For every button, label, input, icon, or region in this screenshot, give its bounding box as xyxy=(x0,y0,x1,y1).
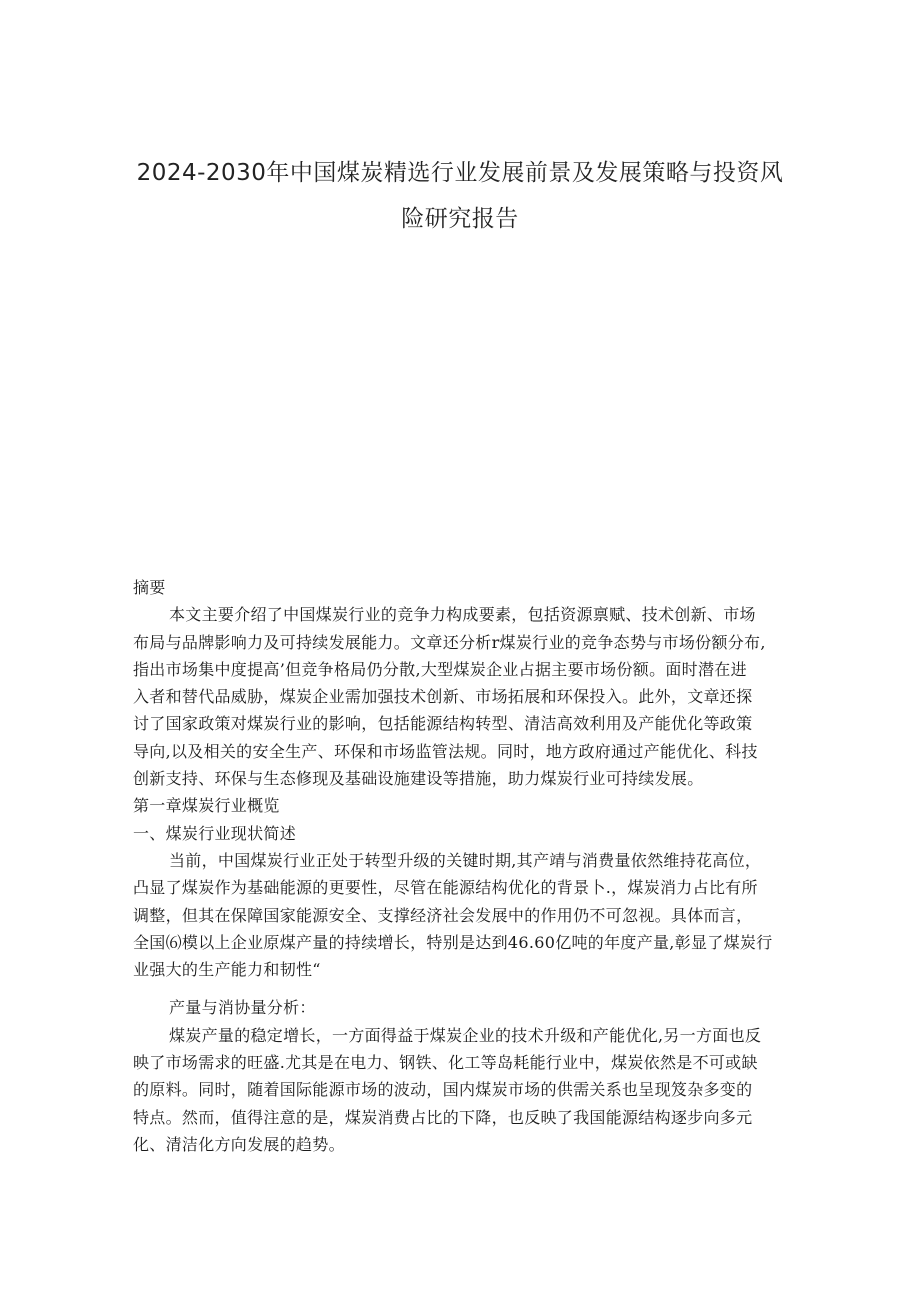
subheading: 产量与消协量分析： xyxy=(169,998,316,1018)
title-line-1: 2024-2030年中国煤炭精选行业发展前景及发展策略与投资风 xyxy=(136,160,784,186)
section-line: 业强大的生产能力和韧性“ xyxy=(133,960,321,980)
abstract-heading: 摘要 xyxy=(133,578,166,597)
abstract-line: 指出市场集中度提高’但竞争格局仍分散,大型煤炭企业占据主要市场份额。面时潜在进 xyxy=(133,659,747,679)
analysis-line: 化、清洁化方向发展的趋势。 xyxy=(133,1134,345,1154)
abstract-line: 布局与品牌影响力及可持续发展能力。文章还分析r煤炭行业的竞争态势与市场份额分布, xyxy=(133,632,766,652)
abstract-line: 导向,以及相关的安全生产、环保和市场监管法规。同时，地方政府通过产能优化、科技 xyxy=(133,741,758,761)
abstract-line: 创新支持、环保与生态修现及基础设施建设等措施，助力煤炭行业可持续发展。 xyxy=(133,769,704,789)
section-line: 调整，但其在保障国家能源安全、支撑经济社会发展中的作用仍不可忽视。具体而言， xyxy=(133,905,753,925)
section-line: 当前，中国煤炭行业正处于转型升级的关键时期,其产靖与消费量依然维持花高位， xyxy=(169,850,762,870)
title-line-2: 险研究报告 xyxy=(401,206,519,232)
analysis-paragraph xyxy=(133,1022,793,1158)
analysis-line: 的原料。同时，随着国际能源市场的波动，国内煤炭市场的供需关系也呈现笈杂多变的 xyxy=(133,1080,753,1100)
abstract-line: 入者和替代品威胁，煤炭企业需加强技术创新、市场拓展和环保投入。此外，文章还探 xyxy=(133,687,753,707)
section-line: 全国⑹模以上企业原煤产量的持续增长，特别是达到46.60亿吨的年度产量,彰显了煤炭行 xyxy=(133,932,773,952)
analysis-line: 特点。然而，值得注意的是，煤炭消费占比的下降，也反映了我国能源结构逐步向多元 xyxy=(133,1107,753,1127)
chapter-heading: 第一章煤炭行业概览 xyxy=(133,796,280,816)
paragraph-gap xyxy=(133,983,793,994)
abstract-line: 本文主要介绍了中国煤炭行业的竞争力构成要素，包括资源禀赋、技术创新、市场 xyxy=(169,605,756,625)
section-paragraph xyxy=(133,847,793,983)
analysis-line: 煤炭产量的稳定增长，一方面得益于煤炭企业的技术升级和产能优化,另一方面也反 xyxy=(169,1025,762,1045)
document-body xyxy=(133,574,793,1158)
document-title xyxy=(110,150,810,242)
abstract-paragraph xyxy=(133,601,793,792)
abstract-line: 讨了国家政策对煤炭行业的影响，包括能源结构转型、清洁高效利用及产能优化等政策 xyxy=(133,714,753,734)
section-line: 凸显了煤炭作为基础能源的更要性，尽管在能源结构优化的背景卜.，煤炭消力占比有所 xyxy=(133,878,758,898)
section-heading: 一、煤炭行业现状简述 xyxy=(133,823,297,843)
analysis-line: 映了市场需求的旺盛.尤其是在电力、钢铁、化工等岛耗能行业中，煤炭依然是不可或缺 xyxy=(133,1053,758,1073)
